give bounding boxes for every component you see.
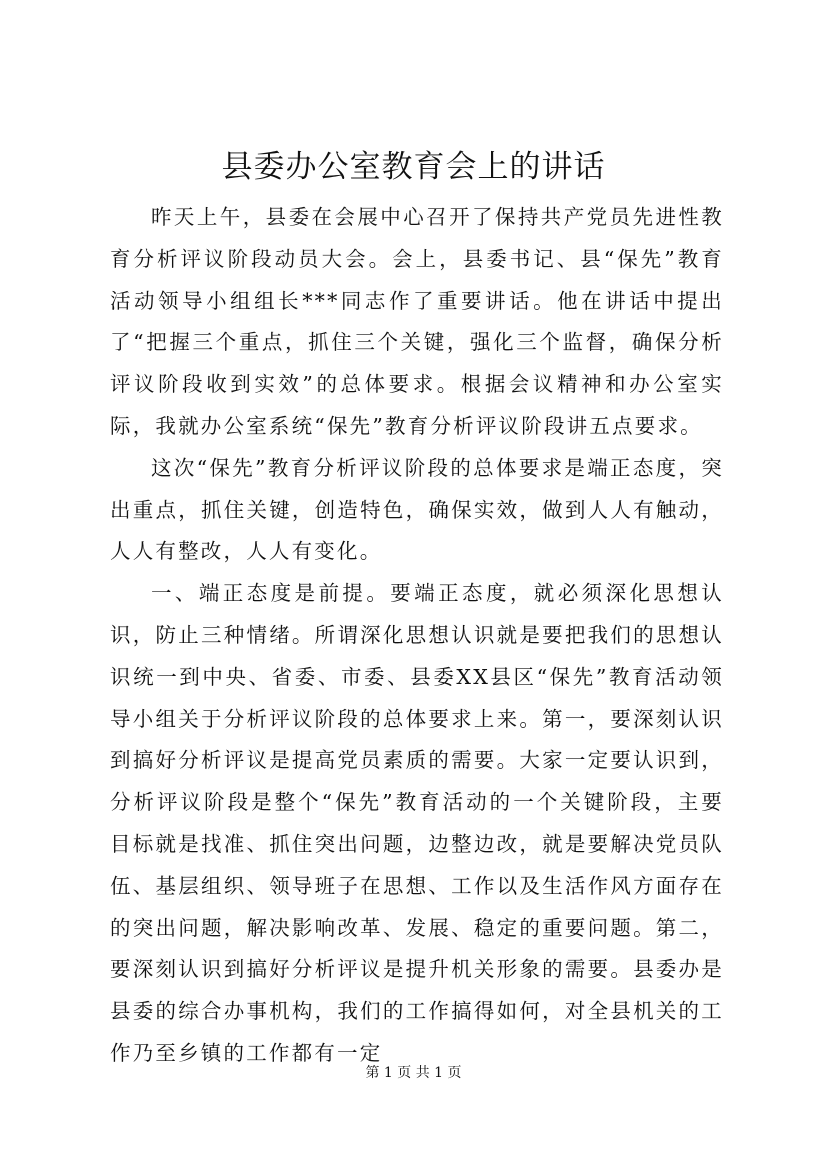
paragraph-1: 昨天上午，县委在会展中心召开了保持共产党员先进性教育分析评议阶段动员大会。会上，县委书记、县“保先”教育活动领导小组组长***同志作了重要讲话。他在讲话中提出了“把握三个重点，抓住三个关键，强化三个监督，确保分析评议阶段收到实效”的总体要求。根据会议精神和办公室实际，我就办公室系统“保先”教育分析评议阶段讲五点要求。	[110, 205, 724, 438]
document-body	[110, 197, 724, 1075]
paragraph-2: 这次“保先”教育分析评议阶段的总体要求是端正态度，突出重点，抓住关键，创造特色，确保实效，做到人人有触动，人人有整改，人人有变化。	[110, 455, 724, 564]
paragraph-3: 一、端正态度是前提。要端正态度，就必须深化思想认识，防止三种情绪。所谓深化思想认识就是要把我们的思想认识统一到中央、省委、市委、县委XX县区“保先”教育活动领导小组关于分析评议阶段的总体要求上来。第一，要深刻认识到搞好分析评议是提高党员素质的需要。大家一定要认识到，分析评议阶段是整个“保先”教育活动的一个关键阶段，主要目标就是找准、抓住突出问题，边整边改，就是要解决党员队伍、基层组织、领导班子在思想、工作以及生活作风方面存在的突出问题，解决影响改革、发展、稳定的重要问题。第二，要深刻认识到搞好分析评议是提升机关形象的需要。县委办是县委的综合办事机构，我们的工作搞得如何，对全县机关的工作乃至乡镇的工作都有一定	[110, 581, 724, 1065]
page-footer: 第 1 页 共 1 页	[365, 1065, 462, 1081]
document-title: 县委办公室教育会上的讲话	[221, 149, 606, 185]
